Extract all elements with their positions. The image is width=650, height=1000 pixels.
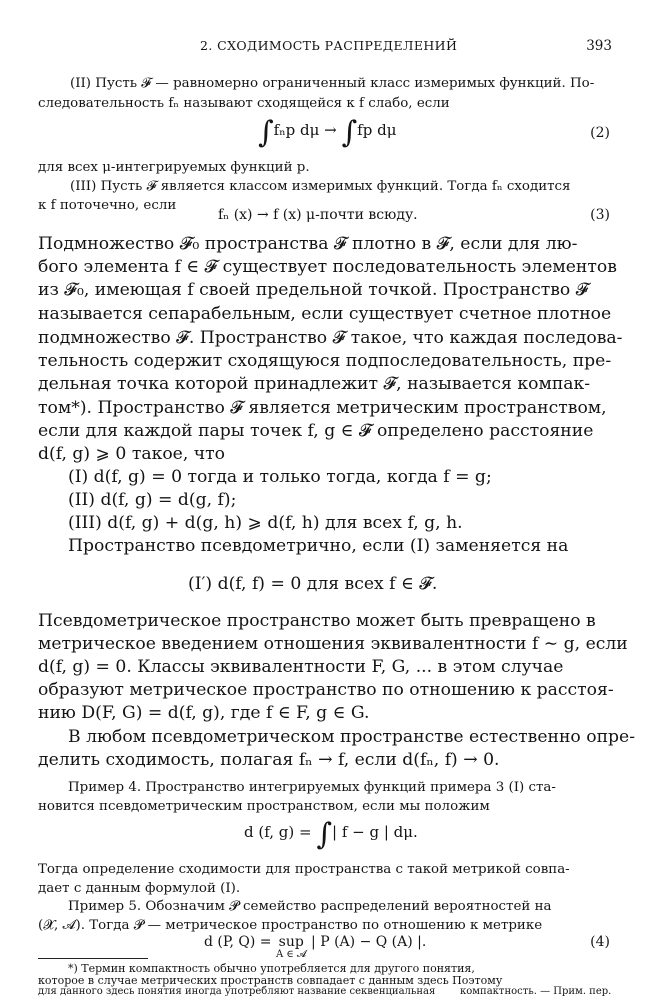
paragraph-line: Пространство псевдометрично, если (I) заменяется на bbox=[68, 536, 569, 556]
footnote-line: которое в случае метрических пространств совпадает с данным здесь Поэтому bbox=[38, 974, 503, 987]
footnote-line: *) Термин компактность обычно употребляется для другого понятия, bbox=[68, 962, 475, 975]
integral-sign: ∫ bbox=[258, 115, 274, 150]
paragraph-line: Пример 5. Обозначим 𝓟 семейство распределений вероятностей на bbox=[68, 899, 552, 914]
equation-3: fₙ (x) → f (x) μ-почти всюду. bbox=[218, 207, 418, 223]
paragraph-line: называется сепарабельным, если существует счетное плотное bbox=[38, 304, 612, 324]
paragraph-line: бого элемента f ∈ 𝓕 существует последовательность элементов bbox=[38, 257, 617, 277]
paragraph-line: если для каждой пары точек f, g ∈ 𝓕 определено расстояние bbox=[38, 421, 594, 441]
footnote-divider bbox=[38, 958, 148, 959]
paragraph-line: В любом псевдометрическом пространстве естественно опре- bbox=[68, 727, 636, 747]
page-number: 393 bbox=[586, 38, 612, 54]
paragraph-line: (𝓧, 𝓐). Тогда 𝓟 — метрическое пространство по отношению к метрике bbox=[38, 918, 543, 933]
running-header: 2. СХОДИМОСТЬ РАСПРЕДЕЛЕНИЙ bbox=[200, 38, 458, 53]
paragraph-line: нию D(F, G) = d(f, g), где f ∈ F, g ∈ G. bbox=[38, 703, 370, 723]
paragraph-line: новится псевдометрическим пространством, если мы положим bbox=[38, 799, 490, 814]
equation-4: d (P, Q) = sup A ∈ 𝓐 | P (A) − Q (A) |. bbox=[204, 934, 427, 960]
sup-operator: sup A ∈ 𝓐 bbox=[275, 934, 307, 960]
paragraph-line: Подмножество 𝓕₀ пространства 𝓕 плотно в 𝓕, если для лю- bbox=[38, 234, 578, 254]
equation-pseudometric: (I′) d(f, f) = 0 для всех f ∈ 𝓕. bbox=[188, 574, 438, 594]
equation-metric: d (f, g) = ∫| f − g | dμ. bbox=[244, 817, 418, 852]
footnote-line: компактность. — Прим. пер. bbox=[460, 986, 612, 997]
paragraph-line: дает с данным формулой (I). bbox=[38, 881, 241, 896]
paragraph-line: (II) Пусть 𝓕 — равномерно ограниченный класс измеримых функций. По- bbox=[70, 76, 595, 91]
paragraph-line: образуют метрическое пространство по отношению к расстоя- bbox=[38, 680, 614, 700]
paragraph-line: делить сходимость, полагая fₙ → f, если d(fₙ, f) → 0. bbox=[38, 750, 500, 770]
paragraph-line: из 𝓕₀, имеющая f своей предельной точкой. Пространство 𝓕 bbox=[38, 280, 589, 300]
paragraph-line: к f поточечно, если bbox=[38, 198, 177, 213]
paragraph-line: d(f, g) ⩾ 0 такое, что bbox=[38, 444, 225, 464]
equation-2: ∫fₙp dμ → ∫fp dμ bbox=[258, 115, 397, 150]
paragraph-line: том*). Пространство 𝓕 является метрическим пространством, bbox=[38, 398, 607, 418]
paragraph-line: следовательность fₙ называют сходящейся к f слабо, если bbox=[38, 96, 450, 111]
paragraph-line: для всех μ-интегрируемых функций p. bbox=[38, 160, 310, 175]
footnote-line: для данного здесь понятия иногда употребляют название секвенциальная bbox=[38, 986, 436, 997]
paragraph-line: d(f, g) = 0. Классы эквивалентности F, G, ... в этом случае bbox=[38, 657, 564, 677]
integral-sign: ∫ bbox=[341, 115, 358, 150]
integral-sign: ∫ bbox=[316, 817, 332, 852]
axiom-line: (II) d(f, g) = d(g, f); bbox=[68, 490, 237, 510]
axiom-line: (I) d(f, g) = 0 тогда и только тогда, когда f = g; bbox=[68, 467, 492, 487]
paragraph-line: (III) Пусть 𝓕 является классом измеримых функций. Тогда fₙ сходится bbox=[70, 179, 571, 194]
paragraph-line: тельность содержит сходящуюся подпоследовательность, пре- bbox=[38, 351, 612, 371]
paragraph-line: Псевдометрическое пространство может быть превращено в bbox=[38, 611, 596, 631]
paragraph-line: дельная точка которой принадлежит 𝓕, называется компак- bbox=[38, 374, 591, 394]
paragraph-line: Пример 4. Пространство интегрируемых функций примера 3 (I) ста- bbox=[68, 780, 556, 795]
paragraph-line: Тогда определение сходимости для пространства с такой метрикой совпа- bbox=[38, 862, 570, 877]
paragraph-line: метрическое введением отношения эквивалентности f ∼ g, если bbox=[38, 634, 628, 654]
equation-number: (4) bbox=[590, 934, 610, 950]
equation-number: (3) bbox=[590, 207, 610, 223]
paragraph-line: подмножество 𝓕. Пространство 𝓕 такое, что каждая последова- bbox=[38, 328, 623, 348]
equation-number: (2) bbox=[590, 125, 610, 141]
axiom-line: (III) d(f, g) + d(g, h) ⩾ d(f, h) для всех f, g, h. bbox=[68, 513, 463, 533]
